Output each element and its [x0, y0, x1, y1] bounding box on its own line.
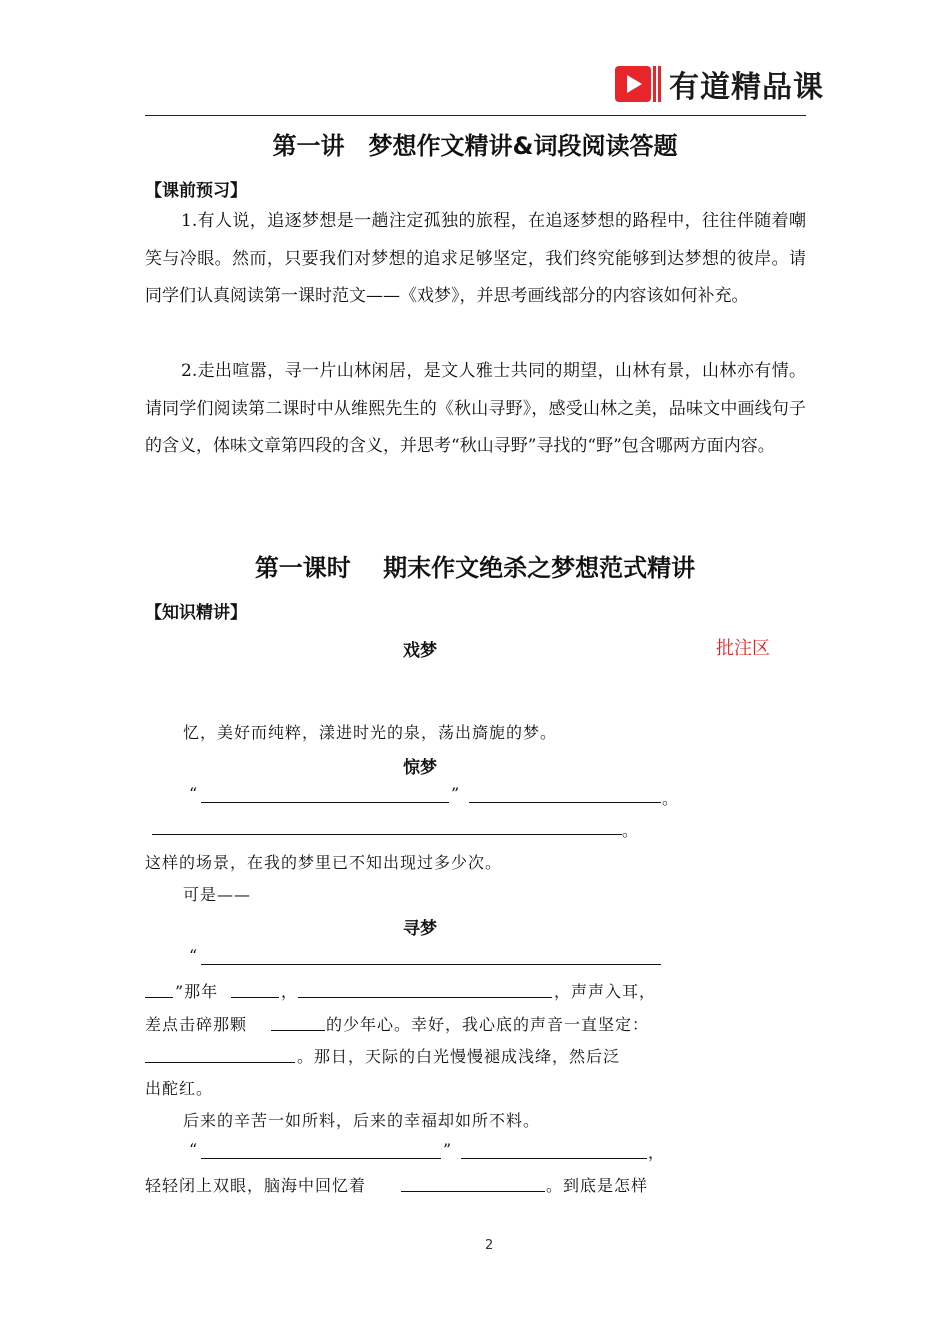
voices-in-ears: ，声声入耳， — [554, 982, 657, 1001]
preview-item-1 — [145, 203, 806, 316]
quote-open: “ — [189, 1140, 199, 1159]
quote-close-that-year: ”那年 — [175, 982, 219, 1001]
quote-close: ” — [443, 1140, 453, 1159]
fill-blank — [201, 802, 449, 803]
fill-blank — [231, 997, 279, 998]
page-number: 2 — [485, 1238, 494, 1253]
section-title-xunmeng: 寻梦 — [403, 919, 437, 939]
fill-blank — [469, 802, 661, 803]
essay-repeat-line: 这样的场景，在我的梦里已不知出现过多少次。 — [145, 853, 503, 872]
annotation-area-label: 批注区 — [716, 638, 770, 659]
fill-blank — [401, 1191, 545, 1192]
period: 。 — [662, 789, 680, 808]
fill-blank — [271, 1030, 325, 1031]
preview-item-2-text: 2.走出喧嚣，寻一片山林闲居，是文人雅士共同的期望，山林有景，山林亦有情。请同学们阅读第二课时中从维熙先生的《秋山寻野》，感受山林之美，品味文中画线句子的含义，体味文章第四段的含义，并思考“秋山寻野”寻找的“野”包含哪两方面内容。 — [145, 361, 806, 456]
what-kind: 。到底是怎样 — [546, 1176, 649, 1195]
that-day: 。那日，天际的白光慢慢褪成浅绛，然后泛 — [297, 1047, 621, 1066]
preview-item-2 — [145, 353, 806, 466]
quote-close: ” — [451, 784, 461, 803]
brand-logo — [615, 64, 824, 104]
comma: ， — [648, 1143, 666, 1162]
essay-but-line: 可是—— — [183, 885, 252, 904]
fill-blank — [201, 964, 661, 965]
comma: ， — [281, 982, 299, 1001]
fill-blank — [461, 1158, 647, 1159]
essay-intro-line: 忆，美好而纯粹，漾进时光的泉，荡出旖旎的梦。 — [183, 723, 558, 742]
young-heart: 的少年心。幸好，我心底的声音一直坚定： — [326, 1015, 650, 1034]
essay-title: 戏梦 — [403, 641, 437, 661]
fill-blank — [152, 834, 622, 835]
header-rule — [145, 115, 806, 116]
close-eyes-line: 轻轻闭上双眼，脑海中回忆着 — [145, 1176, 367, 1195]
preview-item-1-text: 1.有人说，追逐梦想是一趟注定孤独的旅程，在追逐梦想的路程中，往往伴随着嘲笑与冷眼。然而，只要我们对梦想的追求足够坚定，我们终究能够到达梦想的彼岸。请同学们认真阅读第一课时范文——《戏梦》，并思考画线部分的内容该如何补充。 — [145, 211, 806, 306]
later-line: 后来的辛苦一如所料，后来的幸福却如所不料。 — [183, 1111, 541, 1130]
brand-name: 有道精品课 — [669, 70, 824, 105]
fill-blank — [145, 1062, 295, 1063]
quote-open: “ — [189, 946, 199, 965]
fill-blank — [145, 997, 173, 998]
preview-tag: 【课前预习】 — [145, 181, 247, 201]
knowledge-tag: 【知识精讲】 — [145, 603, 247, 623]
lesson-title: 第一课时 期末作文绝杀之梦想范式精讲 — [254, 554, 696, 582]
fill-blank — [201, 1158, 441, 1159]
quote-open: “ — [189, 784, 199, 803]
fill-blank — [298, 997, 552, 998]
period: 。 — [622, 821, 640, 840]
section-title-jingmeng: 惊梦 — [403, 758, 437, 778]
play-logo-icon — [615, 64, 661, 104]
main-title: 第一讲 梦想作文精讲&词段阅读答题 — [272, 132, 678, 160]
flush-red: 出酡红。 — [145, 1079, 214, 1098]
nearly-shattered: 差点击碎那颗 — [145, 1015, 248, 1034]
